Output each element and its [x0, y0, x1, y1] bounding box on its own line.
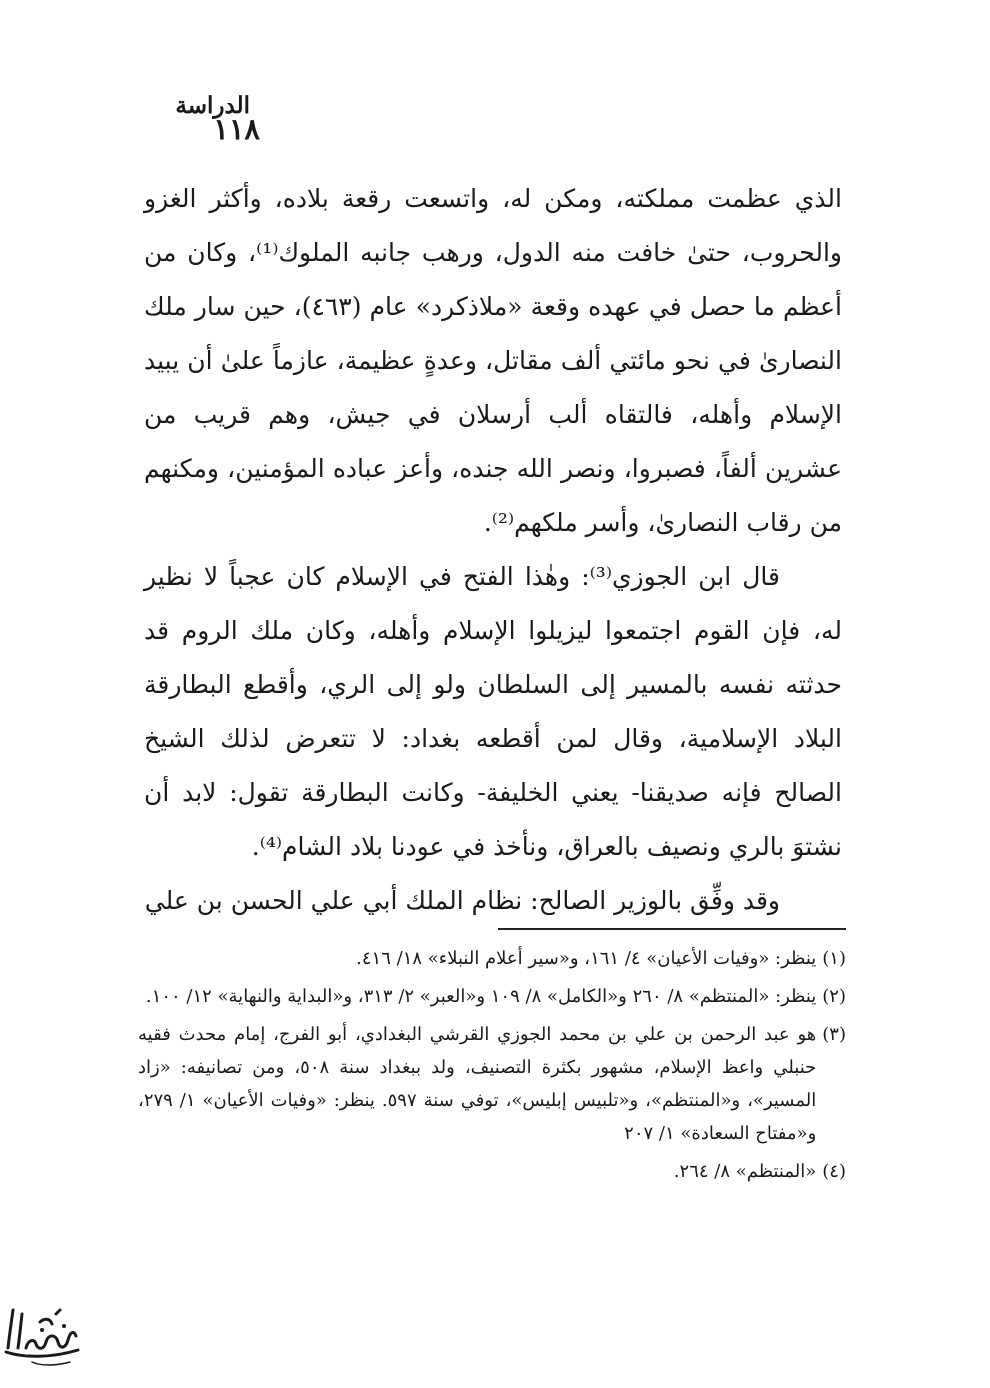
footnote-divider [498, 928, 846, 930]
paragraph-3: وقد وفِّق بالوزير الصالح: نظام الملك أبي علي الحسن بن علي [144, 886, 780, 915]
page-number: ١١٨ [213, 112, 260, 146]
footnote-text: ينظر: «وفيات الأعيان» ٤/ ١٦١، و«سير أعلام النبلاء» ١٨/ ٤١٦. [356, 948, 817, 969]
paragraph-1: الذي عظمت مملكته، ومكن له، واتسعت رقعة بلاده، وأكثر الغزو والحروب، حتىٰ خافت منه الدول، ورهب جانبه الملوك⁽¹⁾، وكان من أعظم ما حصل في عهده وقعة «ملاذكرد» عام (٤٦٣)، حين سار ملك النصارىٰ في نحو مائتي ألف مقاتل، وعدةٍ عظيمة، عازماً علىٰ أن يبيد الإسلام وأهله، فالتقاه ألب أرسلان في جيش، وهم قريب من عشرين ألفاً، فصبروا، ونصر الله جنده، وأعز عباده المؤمنين، ومكنهم من رقاب النصارىٰ، وأسر ملكهم⁽²⁾. [144, 184, 842, 537]
paragraph-2: قال ابن الجوزي⁽³⁾: وهٰذا الفتح في الإسلام كان عجباً لا نظير له، فإن القوم اجتمعوا ليزيلوا الإسلام وأهله، وكان ملك الروم قد حدثته نفسه بالمسير إلى السلطان ولو إلى الري، وأقطع البطارقة البلاد الإسلامية، وقال لمن أقطعه بغداد: لا تتعرض لذلك الشيخ الصالح فإنه صديقنا- يعني الخليفة- وكانت البطارقة تقول: لابد أن نشتوَ بالري ونصيف بالعراق، ونأخذ في عودنا بلاد الشام⁽⁴⁾. [144, 562, 842, 861]
footnote-number: (١) [822, 948, 846, 969]
footnote-4 [138, 1155, 846, 1188]
footnote-text: ينظر: «المنتظم» ٨/ ٢٦٠ و«الكامل» ٨/ ١٠٩ و«العبر» ٢/ ٣١٣، و«البداية والنهاية» ١٢/ ١٠٠. [145, 986, 817, 1007]
footnotes [138, 942, 846, 1188]
footnote-number: (٢) [822, 986, 846, 1007]
footnote-2 [138, 980, 846, 1013]
calligraphy-logo-icon [0, 1300, 82, 1380]
footnote-number: (٣) [822, 1024, 846, 1045]
footnote-text: هو عبد الرحمن بن علي بن محمد الجوزي القرشي البغدادي، أبو الفرج، إمام محدث فقيه حنبلي واعظ الإسلام، مشهور بكثرة التصنيف، ولد ببغداد سنة ٥٠٨، ومن تصانيفه: «زاد المسير»، و«المنتظم»، و«تلبيس إبليس»، توفي سنة ٥٩٧. ينظر: «وفيات الأعيان» ١/ ٢٧٩، و«مفتاح السعادة» ١/ ٢٠٧ [138, 1024, 817, 1144]
footnote-1 [138, 942, 846, 975]
running-title: الدراسة [175, 92, 250, 119]
footnote-number: (٤) [822, 1161, 846, 1182]
publisher-logo [0, 1300, 82, 1380]
body-text [144, 172, 842, 928]
footnote-text: «المنتظم» ٨/ ٢٦٤. [673, 1161, 817, 1182]
footnote-3 [138, 1018, 846, 1150]
